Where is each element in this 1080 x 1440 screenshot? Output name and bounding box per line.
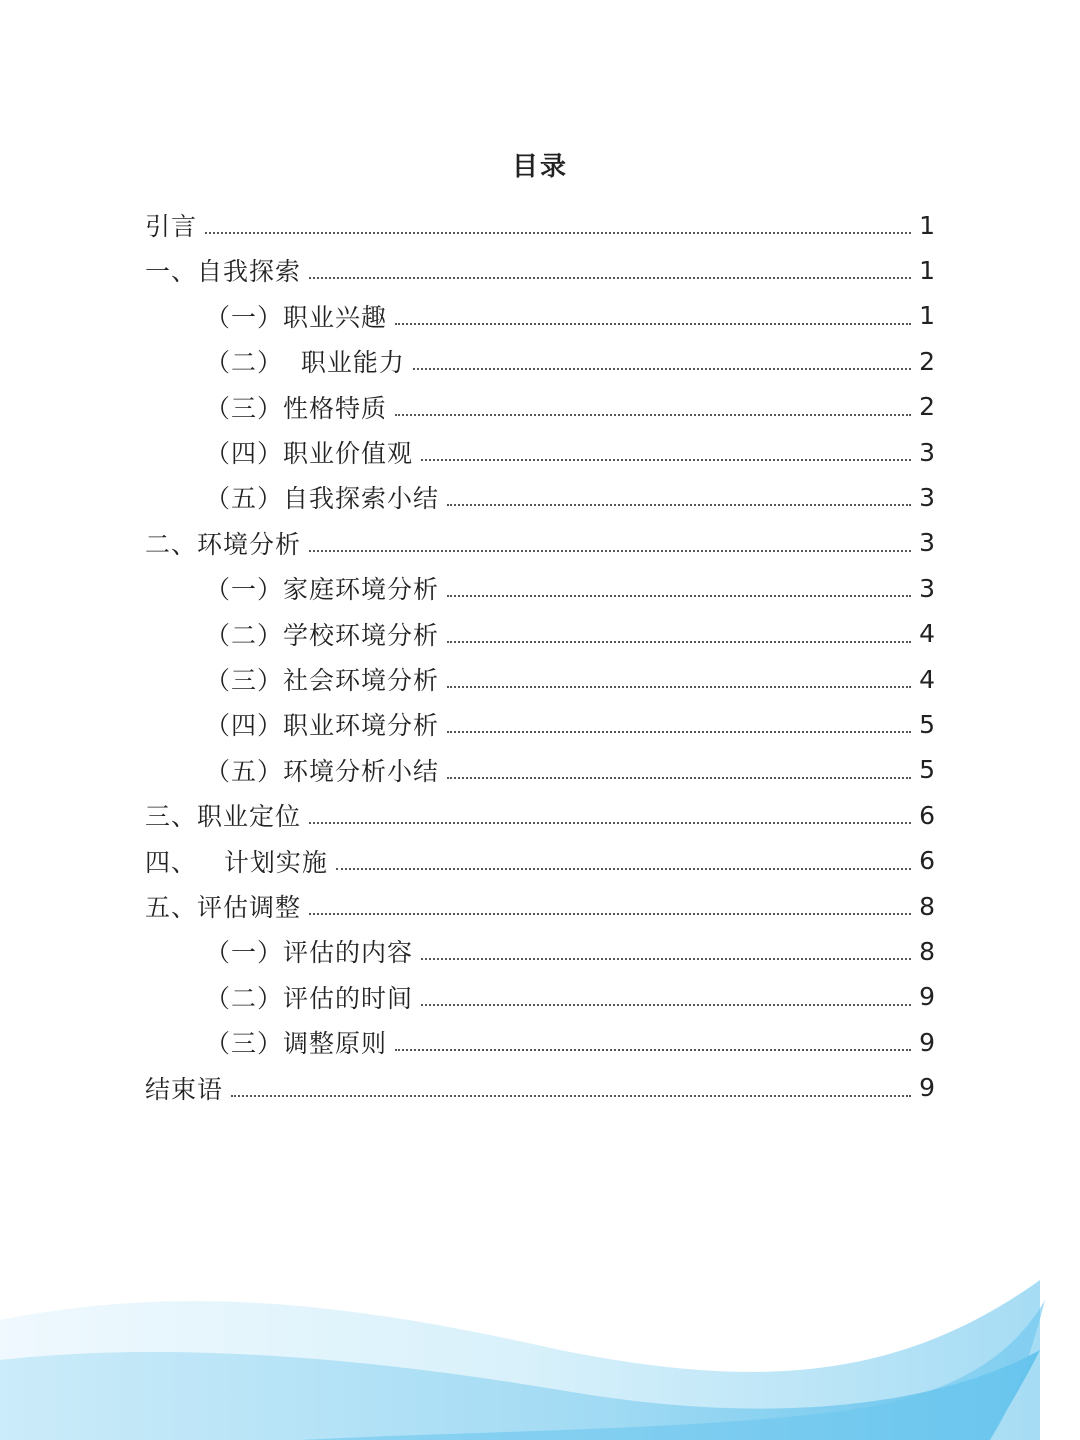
toc-dot-leader (309, 277, 911, 279)
toc-entry[interactable] (145, 838, 935, 884)
toc-dot-leader (447, 731, 911, 733)
toc-dot-leader (309, 913, 911, 915)
toc-entry-label: （三）调整原则 (205, 1029, 388, 1059)
toc-entry-label: 一、自我探索 (145, 257, 302, 287)
toc-entry-page: 5 (919, 709, 935, 739)
toc-entry-label: （二）学校环境分析 (205, 620, 440, 650)
toc-entry-page: 4 (919, 619, 935, 649)
toc-entry[interactable] (205, 747, 935, 793)
toc-dot-leader (395, 414, 911, 416)
toc-entry-page: 4 (919, 664, 935, 694)
toc-entry-label: 结束语 (145, 1074, 224, 1104)
toc-entry-label: 四、 计划实施 (145, 847, 328, 877)
toc-entry-page: 1 (919, 210, 935, 240)
toc-entry[interactable] (145, 202, 935, 248)
toc-entry-label: 五、评估调整 (145, 893, 302, 922)
toc-entry[interactable] (145, 792, 935, 838)
toc-entry[interactable] (205, 1019, 935, 1065)
toc-entry-label: （三）社会环境分析 (205, 666, 440, 695)
toc-entry[interactable] (205, 384, 935, 430)
toc-dot-leader (421, 1004, 911, 1006)
toc-entry[interactable] (145, 520, 935, 566)
toc-dot-leader (395, 1049, 911, 1051)
toc-dot-leader (413, 368, 911, 370)
toc-entry-page: 2 (919, 392, 935, 422)
toc-entry-label: （四）职业环境分析 (205, 711, 440, 741)
toc-entry-page: 3 (919, 437, 935, 467)
toc-entry[interactable] (205, 474, 935, 520)
toc-entry-page: 5 (919, 755, 935, 785)
toc-dot-leader (395, 323, 911, 325)
toc-entry-page: 2 (919, 346, 935, 376)
toc-entry[interactable] (145, 883, 935, 929)
toc-entry-page: 1 (919, 255, 935, 285)
toc-entry[interactable] (205, 656, 935, 702)
decorative-wave (0, 1240, 1080, 1440)
toc-entry-label: （一）家庭环境分析 (205, 575, 440, 605)
toc-entry[interactable] (205, 701, 935, 747)
toc-entry-page: 3 (919, 482, 935, 512)
toc-entry-label: （四）职业价值观 (205, 439, 414, 468)
toc-entry[interactable] (205, 429, 935, 475)
toc-entry-page: 9 (919, 1073, 935, 1103)
toc-dot-leader (231, 1095, 911, 1097)
toc-entry[interactable] (205, 293, 935, 339)
toc-dot-leader (421, 958, 911, 960)
toc-entry-page: 3 (919, 573, 935, 603)
toc-entry-label: （五）自我探索小结 (205, 484, 440, 514)
toc-entry-page: 8 (919, 891, 935, 921)
toc-entry[interactable] (145, 247, 935, 293)
toc-dot-leader (447, 641, 911, 643)
toc-entry-page: 6 (919, 846, 935, 876)
toc-dot-leader (447, 595, 911, 597)
toc-dot-leader (421, 459, 911, 461)
toc-entry-page: 6 (919, 800, 935, 830)
toc-entry-label: 三、职业定位 (145, 802, 302, 832)
toc-entry-page: 9 (919, 1027, 935, 1057)
toc-entry-label: 二、环境分析 (145, 529, 302, 559)
toc-entry-page: 1 (919, 301, 935, 331)
toc-entry-label: （一）评估的内容 (205, 938, 414, 968)
toc-dot-leader (447, 504, 911, 506)
toc-entry-label: （三）性格特质 (205, 393, 388, 423)
toc-entry-label: （一）职业兴趣 (205, 302, 388, 332)
toc-entry[interactable] (205, 611, 935, 657)
toc-title: 目录 (511, 152, 568, 182)
toc-entry-label: （五）环境分析小结 (205, 756, 440, 786)
toc-entry[interactable] (205, 565, 935, 611)
toc-dot-leader (205, 232, 911, 234)
toc-dot-leader (447, 777, 911, 779)
toc-entry[interactable] (205, 974, 935, 1020)
toc-dot-leader (447, 686, 911, 688)
toc-entry-page: 8 (919, 936, 935, 966)
toc-dot-leader (336, 868, 911, 870)
toc-entry-page: 9 (919, 982, 935, 1012)
toc-dot-leader (309, 822, 911, 824)
toc-entry-label: （二）评估的时间 (205, 983, 414, 1013)
toc-entry[interactable] (205, 338, 935, 384)
toc-entry-page: 3 (919, 528, 935, 558)
toc-entry-label: 引言 (145, 212, 198, 241)
toc-dot-leader (309, 550, 911, 552)
toc-entry[interactable] (145, 1065, 935, 1111)
toc-entry-label: （二） 职业能力 (205, 348, 405, 378)
toc-entry[interactable] (205, 928, 935, 974)
